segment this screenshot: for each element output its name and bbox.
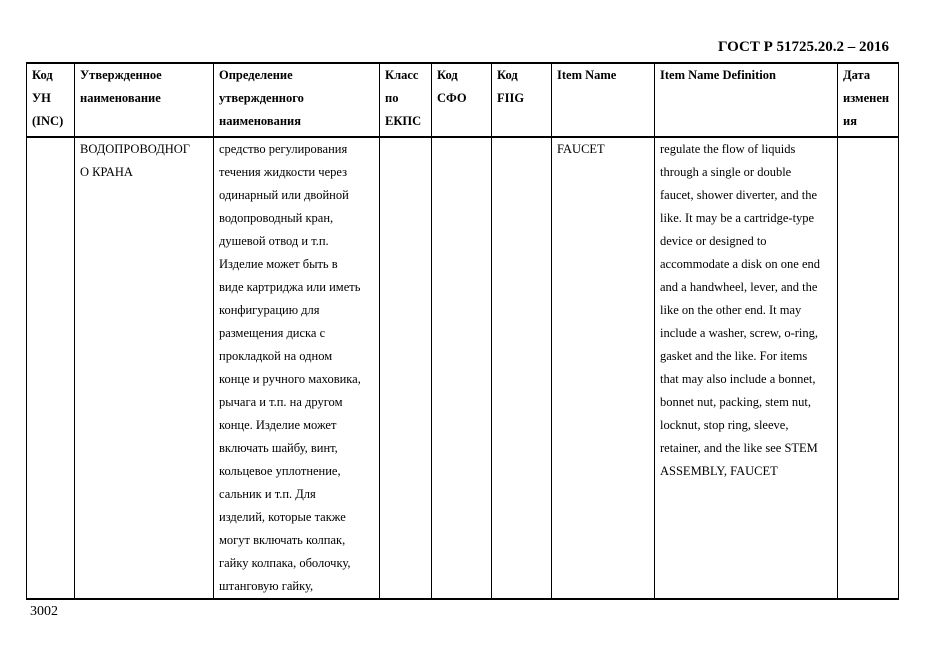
text-line: Item Name Definition xyxy=(660,68,776,82)
text-line: FAUCET xyxy=(557,142,605,156)
text-line: могут включать колпак, xyxy=(219,533,346,547)
text-line: Код xyxy=(437,68,458,82)
text-line: ВОДОПРОВОДНОГ xyxy=(80,142,191,156)
text-line: УН xyxy=(32,91,51,105)
cell-sfo-code xyxy=(432,137,492,599)
page-number: 3002 xyxy=(30,604,58,619)
text-line: bonnet nut, packing, stem nut, xyxy=(660,395,812,409)
text-line: device or designed to xyxy=(660,234,767,248)
text-line: штанговую гайку, xyxy=(219,579,314,593)
cell-approved-name xyxy=(75,137,214,599)
text-line: ASSEMBLY, FAUCET xyxy=(660,464,778,478)
text-line: изделий, которые также xyxy=(219,510,346,524)
text-line: душевой отвод и т.п. xyxy=(219,234,329,248)
table-header-row xyxy=(27,63,899,137)
text-line: ЕКПС xyxy=(385,114,422,128)
text-line: виде картриджа или иметь xyxy=(219,280,361,294)
text-line: размещения диска с xyxy=(219,326,326,340)
header-ekps-class xyxy=(380,63,432,137)
cell-ekps-class xyxy=(380,137,432,599)
text-line: наименования xyxy=(219,114,302,128)
text-line: and a handwheel, lever, and the xyxy=(660,280,818,294)
text-line: ия xyxy=(843,114,857,128)
text-line: прокладкой на одном xyxy=(219,349,333,363)
text-line: Класс xyxy=(385,68,419,82)
text-line: faucet, shower diverter, and the xyxy=(660,188,818,202)
cell-fiig-code xyxy=(492,137,552,599)
header-name-definition xyxy=(214,63,380,137)
header-approved-name xyxy=(75,63,214,137)
text-line: течения жидкости через xyxy=(219,165,348,179)
header-change-date xyxy=(838,63,899,137)
header-sfo-code xyxy=(432,63,492,137)
text-line: locknut, stop ring, sleeve, xyxy=(660,418,789,432)
text-line: gasket and the like. For items xyxy=(660,349,808,363)
header-inc-code xyxy=(27,63,75,137)
catalog-table xyxy=(26,62,899,600)
text-line: рычага и т.п. на другом xyxy=(219,395,343,409)
text-line: that may also include a bonnet, xyxy=(660,372,816,386)
text-line: конце и ручного маховика, xyxy=(219,372,361,386)
text-line: О КРАНА xyxy=(80,165,133,179)
text-line: конце. Изделие может xyxy=(219,418,337,432)
text-line: Код xyxy=(32,68,53,82)
text-line: include a washer, screw, o-ring, xyxy=(660,326,819,340)
text-line: Утвержденное xyxy=(80,68,162,82)
table-row xyxy=(27,137,899,599)
text-line: Определение xyxy=(219,68,293,82)
cell-change-date xyxy=(838,137,899,599)
text-line: accommodate a disk on one end xyxy=(660,257,821,271)
header-fiig-code xyxy=(492,63,552,137)
text-line: Изделие может быть в xyxy=(219,257,338,271)
text-line: средство регулирования xyxy=(219,142,348,156)
text-line: одинарный или двойной xyxy=(219,188,349,202)
text-line: сальник и т.п. Для xyxy=(219,487,316,501)
text-line: конфигурацию для xyxy=(219,303,320,317)
text-line: гайку колпака, оболочку, xyxy=(219,556,351,570)
text-line: наименование xyxy=(80,91,161,105)
text-line: включать шайбу, винт, xyxy=(219,441,338,455)
text-line: Item Name xyxy=(557,68,617,82)
text-line: like. It may be a cartridge-type xyxy=(660,211,815,225)
text-line: like on the other end. It may xyxy=(660,303,802,317)
standard-number: ГОСТ Р 51725.20.2 – 2016 xyxy=(717,39,889,55)
text-line: утвержденного xyxy=(219,91,304,105)
text-line: водопроводный кран, xyxy=(219,211,334,225)
text-line: retainer, and the like see STEM xyxy=(660,441,818,455)
cell-item-name xyxy=(552,137,655,599)
cell-item-name-definition xyxy=(655,137,838,599)
header-item-name-definition xyxy=(655,63,838,137)
text-line: (INC) xyxy=(32,114,64,128)
text-line: кольцевое уплотнение, xyxy=(219,464,341,478)
cell-name-definition xyxy=(214,137,380,599)
header-item-name xyxy=(552,63,655,137)
text-line: по xyxy=(385,91,399,105)
text-line: Дата xyxy=(843,68,871,82)
text-line: FIIG xyxy=(497,91,525,105)
text-line: regulate the flow of liquids xyxy=(660,142,796,156)
text-line: through a single or double xyxy=(660,165,792,179)
text-line: Код xyxy=(497,68,518,82)
text-line: изменен xyxy=(843,91,890,105)
text-line: СФО xyxy=(437,91,467,105)
cell-inc-code xyxy=(27,137,75,599)
